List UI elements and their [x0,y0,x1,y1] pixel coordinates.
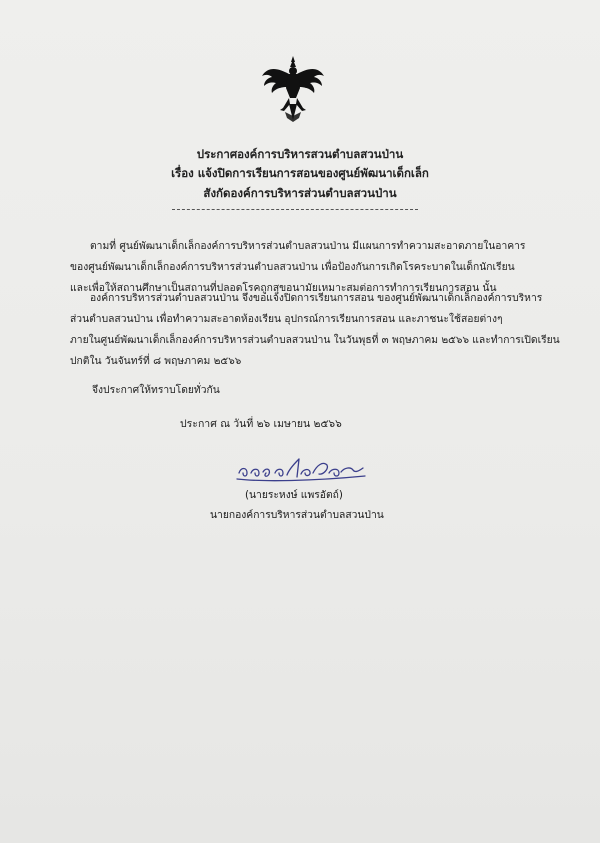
paragraph-2-line: ปกติใน วันจันทร์ที่ ๘ พฤษภาคม ๒๕๖๖ [70,355,242,367]
paragraph-2-line: ส่วนตำบลสวนป่าน เพื่อทำความสะอาดห้องเรียน อุปกรณ์การเรียนการสอน และภาชนะใช้สอยต่างๆ [70,313,503,325]
garuda-emblem-icon [258,54,328,124]
paragraph-1-line: ของศูนย์พัฒนาเด็กเล็กองค์การบริหารส่วนตำบลสวนป่าน เพื่อป้องกันการเกิดโรคระบาดในเด็กนักเรียน [70,261,515,273]
signer-name: (นายระหงษ์ แพรอัตถ์) [245,489,343,501]
closing-statement: จึงประกาศให้ทราบโดยทั่วกัน [92,384,220,396]
announcement-subject: เรื่อง แจ้งปิดการเรียนการสอนของศูนย์พัฒนาเด็กเล็ก [171,166,429,180]
dashed-divider [172,209,418,210]
handwritten-signature [233,455,373,485]
announcement-date: ประกาศ ณ วันที่ ๒๖ เมษายน ๒๕๖๖ [180,418,342,430]
announcement-title: ประกาศองค์การบริหารสวนตำบลสวนป่าน [196,147,404,161]
paragraph-1-line: ตามที่ ศูนย์พัฒนาเด็กเล็กองค์การบริหารส่วนตำบลสวนป่าน มีแผนการทำความสะอาดภายในอาคาร [90,240,526,252]
paragraph-1-line: และเพื่อให้สถานศึกษาเป็นสถานที่ปลอดโรคถูกสุขอนามัยเหมาะสมต่อการทำการเรียนการสอน นั้น [70,282,497,294]
announcement-affiliation: สังกัดองค์การบริหารส่วนตำบลสวนป่าน [203,186,397,200]
signer-position: นายกองค์การบริหารส่วนตำบลสวนป่าน [210,509,384,521]
paragraph-2-line: ภายในศูนย์พัฒนาเด็กเล็กองค์การบริหารส่วนตำบลสวนป่าน ในวันพุธที่ ๓ พฤษภาคม ๒๕๖๖ และทำการเปิดเรียน [70,334,560,346]
paragraph-2 [70,288,560,372]
paragraph-2-line: องค์การบริหารส่วนตำบลสวนป่าน จึงขอแจ้งปิดการเรียนการสอน ของศูนย์พัฒนาเด็กเล็กองค์การบริหาร [90,292,543,304]
